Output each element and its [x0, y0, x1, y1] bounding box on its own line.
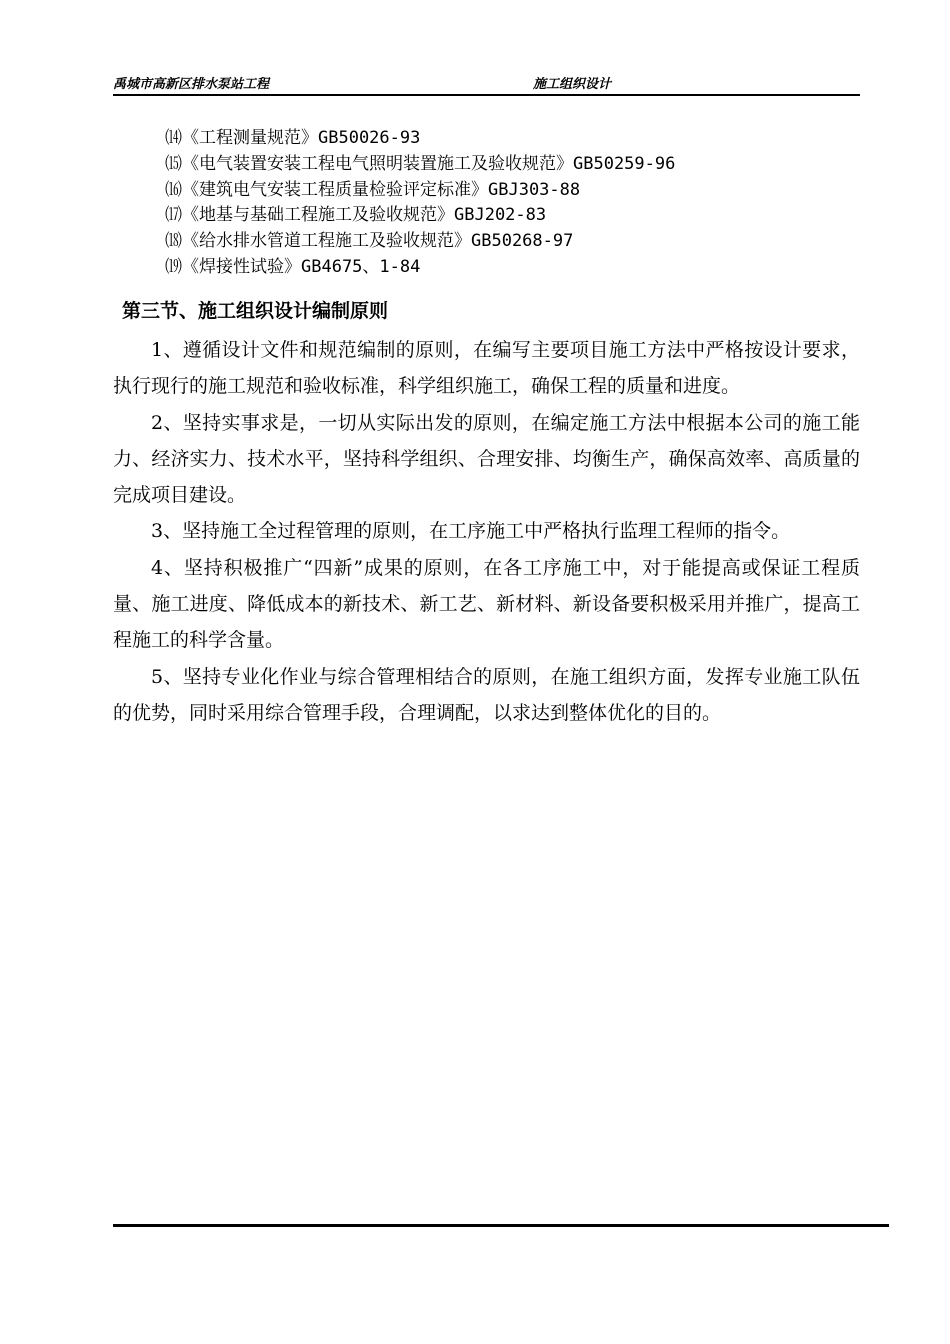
reference-item: ⒂《电气装置安装工程电气照明装置施工及验收规范》GB50259-96 [165, 153, 676, 174]
reference-item: ⒅《给水排水管道工程施工及验收规范》GB50268-97 [165, 231, 574, 252]
reference-list [165, 126, 675, 281]
reference-item: ⒆《焊接性试验》GB4675、1-84 [165, 256, 421, 277]
reference-item: ⒁《工程测量规范》GB50026-93 [165, 128, 421, 148]
header-project-title: 禹城市高新区排水泵站工程 [113, 77, 270, 92]
page-header [113, 76, 860, 96]
footer-rule [113, 1224, 889, 1227]
principle-paragraph: 1、遵循设计文件和规范编制的原则，在编写主要项目施工方法中严格按设计要求，执行现行的施工规范和验收标准，科学组织施工，确保工程的质量和进度。 [113, 339, 860, 398]
section-body [113, 332, 860, 731]
section-heading: 第三节、施工组织设计编制原则 [122, 300, 389, 322]
principle-paragraph: 3、坚持施工全过程管理的原则，在工序施工中严格执行监理工程师的指令。 [151, 520, 791, 543]
principle-paragraph: 4、坚持积极推广“四新”成果的原则，在各工序施工中，对于能提高或保证工程质量、施工进度、降低成本的新技术、新工艺、新材料、新设备要积极采用并推广，提高工程施工的科学含量。 [113, 556, 860, 652]
principle-paragraph: 5、坚持专业化作业与综合管理相结合的原则，在施工组织方面，发挥专业施工队伍的优势，同时采用综合管理手段，合理调配，以求达到整体优化的目的。 [113, 665, 860, 724]
header-document-title: 施工组织设计 [533, 77, 612, 92]
reference-item: ⒄《地基与基础工程施工及验收规范》GBJ202-83 [165, 205, 547, 226]
reference-item: ⒃《建筑电气安装工程质量检验评定标准》GBJ303-88 [165, 179, 581, 200]
principle-paragraph: 2、坚持实事求是，一切从实际出发的原则，在编定施工方法中根据本公司的施工能力、经济实力、技术水平，坚持科学组织、合理安排、均衡生产，确保高效率、高质量的完成项目建设。 [113, 411, 860, 507]
